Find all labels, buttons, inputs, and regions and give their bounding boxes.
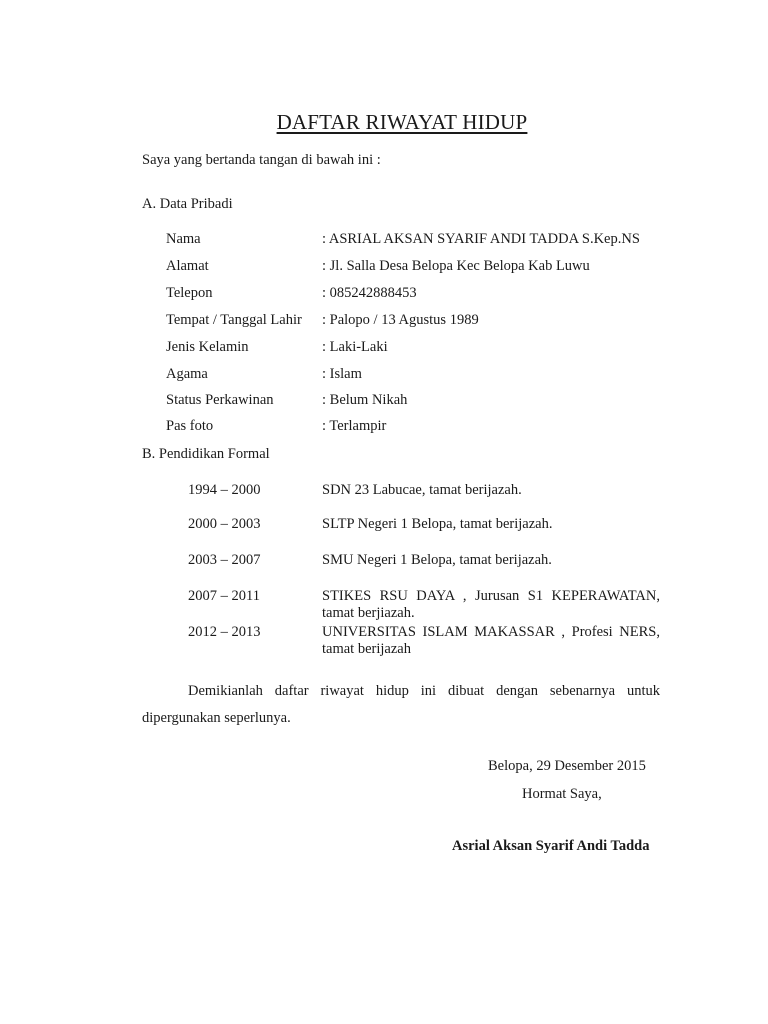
- school-line-continued: tamat berijazah: [322, 641, 411, 657]
- field-value: : Palopo / 13 Agustus 1989: [322, 312, 479, 328]
- signer-name: Asrial Aksan Syarif Andi Tadda: [452, 838, 650, 854]
- closing-paragraph: Demikianlah daftar riwayat hidup ini dibuat dengan sebenarnya untuk dipergunakan seperlunya.: [142, 683, 660, 726]
- education-school: [322, 552, 660, 569]
- field-label: Agama: [166, 366, 208, 382]
- education-years: 2003 – 2007: [188, 552, 261, 568]
- personal-row: [0, 339, 768, 359]
- education-school: [322, 588, 660, 622]
- field-label: Alamat: [166, 258, 209, 274]
- section-b-heading: B. Pendidikan Formal: [142, 446, 270, 462]
- school-line: STIKES RSU DAYA , Jurusan S1 KEPERAWATAN,: [322, 588, 660, 604]
- education-years: 1994 – 2000: [188, 482, 261, 498]
- place-date: Belopa, 29 Desember 2015: [488, 758, 646, 774]
- personal-row: [0, 418, 768, 438]
- field-value: : Islam: [322, 366, 362, 382]
- school-line: SDN 23 Labucae, tamat berijazah.: [322, 482, 522, 498]
- personal-row: [0, 258, 768, 278]
- education-school: [322, 516, 660, 533]
- field-label: Telepon: [166, 285, 213, 301]
- education-years: 2007 – 2011: [188, 588, 260, 604]
- field-label: Jenis Kelamin: [166, 339, 249, 355]
- field-value: : 085242888453: [322, 285, 417, 301]
- school-line: SMU Negeri 1 Belopa, tamat berijazah.: [322, 552, 552, 568]
- school-line-continued: tamat berjiazah.: [322, 605, 415, 621]
- personal-row: [0, 392, 768, 412]
- field-label: Nama: [166, 231, 201, 247]
- field-label: Status Perkawinan: [166, 392, 274, 408]
- field-label: Tempat / Tanggal Lahir: [166, 312, 302, 328]
- school-line: SLTP Negeri 1 Belopa, tamat berijazah.: [322, 516, 553, 532]
- education-school: [322, 624, 660, 658]
- education-years: 2012 – 2013: [188, 624, 261, 640]
- section-a-heading: A. Data Pribadi: [142, 196, 233, 212]
- personal-row: [0, 285, 768, 305]
- personal-row: [0, 312, 768, 332]
- regards-text: Hormat Saya,: [522, 786, 602, 802]
- field-value: : Jl. Salla Desa Belopa Kec Belopa Kab Luwu: [322, 258, 590, 274]
- field-label: Pas foto: [166, 418, 214, 434]
- document-title: DAFTAR RIWAYAT HIDUP: [276, 110, 528, 134]
- field-value: : Belum Nikah: [322, 392, 408, 408]
- education-years: 2000 – 2003: [188, 516, 261, 532]
- education-school: [322, 482, 660, 499]
- school-line: UNIVERSITAS ISLAM MAKASSAR , Profesi NERS,: [322, 624, 660, 640]
- field-value: : ASRIAL AKSAN SYARIF ANDI TADDA S.Kep.NS: [322, 231, 640, 247]
- personal-row: [0, 231, 768, 251]
- field-value: : Terlampir: [322, 418, 387, 434]
- field-value: : Laki-Laki: [322, 339, 388, 355]
- personal-row: [0, 366, 768, 386]
- intro-text: Saya yang bertanda tangan di bawah ini :: [142, 152, 381, 168]
